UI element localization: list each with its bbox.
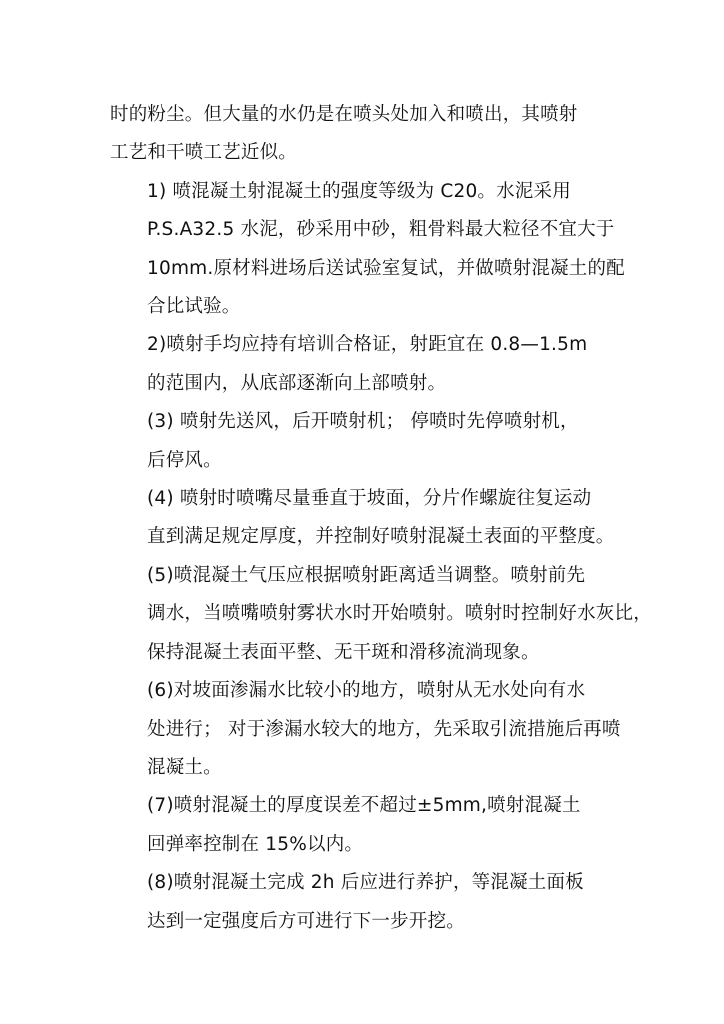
text-line: 工艺和干喷工艺近似。: [110, 142, 298, 164]
text-line: 10mm.原材料进场后送试验室复试，并做喷射混凝土的配: [147, 257, 625, 279]
text-line: 保持混凝土表面平整、无干斑和滑移流淌现象。: [147, 641, 540, 663]
text-line: 处进行； 对于渗漏水较大的地方，先采取引流措施后再喷: [147, 718, 621, 740]
paragraph: [110, 557, 652, 672]
paragraph: [110, 787, 620, 864]
text-line: 达到一定强度后方可进行下一步开挖。: [147, 910, 465, 932]
text-line: (4) 喷射时喷嘴尽量垂直于坡面，分片作螺旋往复运动: [147, 488, 592, 510]
text-line: (6)对坡面渗漏水比较小的地方，喷射从无水处向有水: [147, 680, 586, 702]
text-line: 的范围内，从底部逐渐向上部喷射。: [147, 372, 447, 394]
text-line: 调水，当喷嘴喷射雾状水时开始喷射。喷射时控制好水灰比，: [147, 603, 652, 625]
text-line: 混凝土。: [147, 756, 222, 778]
paragraph: [110, 326, 620, 403]
paragraph: [110, 480, 620, 557]
text-line: 2)喷射手均应持有培训合格证，射距宜在 0.8—1.5m: [147, 334, 588, 356]
paragraph: [110, 173, 625, 327]
text-line: 直到满足规定厚度，并控制好喷射混凝土表面的平整度。: [147, 526, 615, 548]
paragraph: [110, 96, 620, 173]
text-line: 合比试验。: [147, 296, 241, 318]
text-line: 回弹率控制在 15%以内。: [147, 833, 364, 855]
paragraph: [110, 672, 620, 787]
paragraph: [110, 864, 620, 941]
paragraph: [110, 403, 620, 480]
text-line: P.S.A32.5 水泥，砂采用中砂，粗骨料最大粒径不宜大于: [147, 219, 615, 241]
text-line: 1) 喷混凝土射混凝土的强度等级为 C20。水泥采用: [147, 180, 571, 202]
text-line: 时的粉尘。但大量的水仍是在喷头处加入和喷出，其喷射: [110, 104, 578, 125]
text-line: (7)喷射混凝土的厚度误差不超过±5mm,喷射混凝土: [147, 795, 581, 817]
text-line: (5)喷混凝土气压应根据喷射距离适当调整。喷射前先: [147, 564, 586, 586]
text-line: (3) 喷射先送风，后开喷射机； 停喷时先停喷射机，: [147, 411, 579, 433]
text-line: (8)喷射混凝土完成 2h 后应进行养护，等混凝土面板: [147, 872, 584, 894]
document-body: [110, 96, 652, 941]
text-line: 后停风。: [147, 449, 222, 471]
